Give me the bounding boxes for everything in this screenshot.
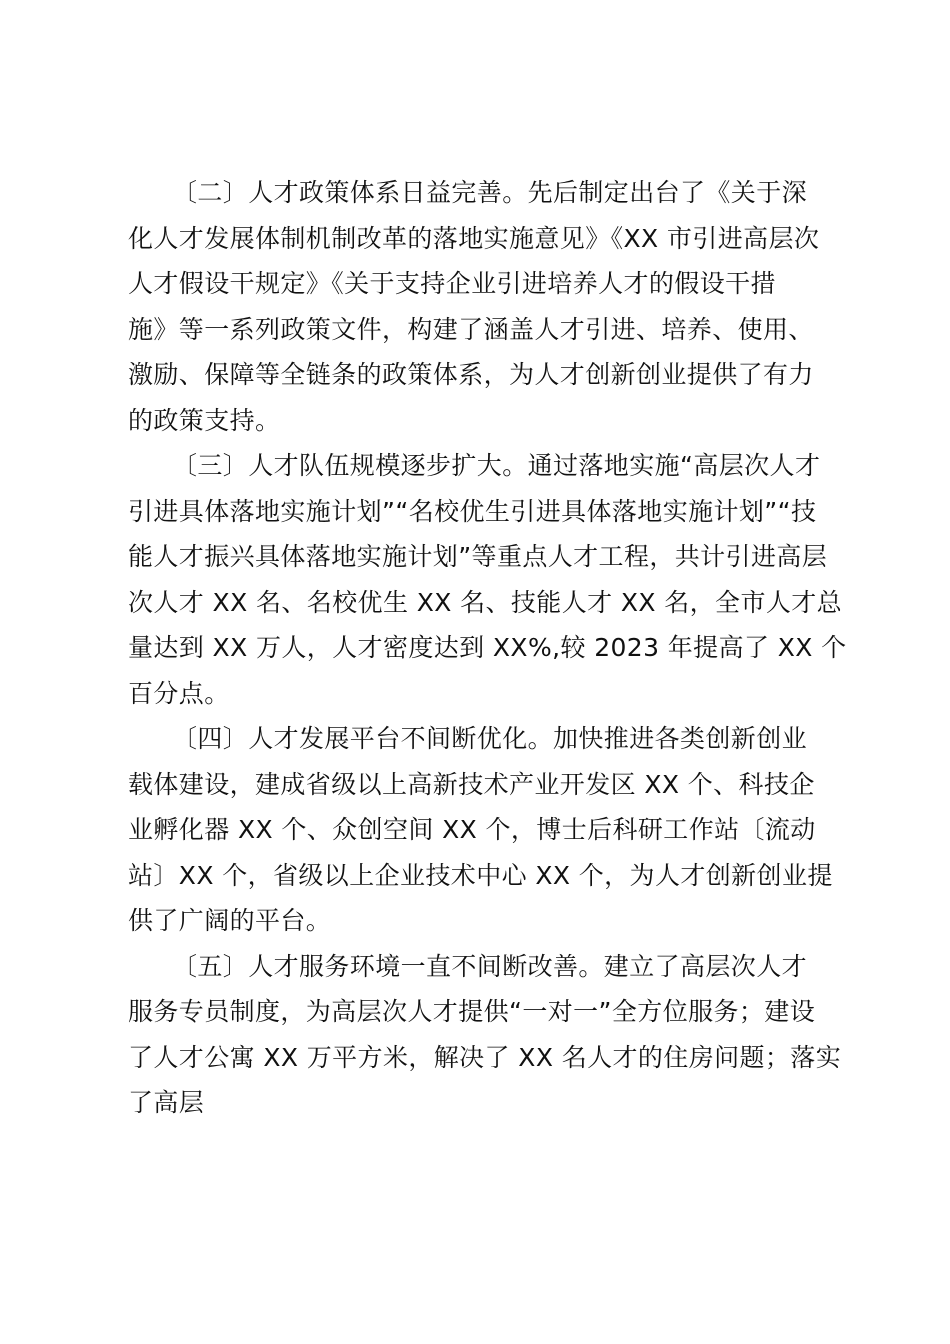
- text-line: 人才假设干规定》《关于支持企业引进培养人才的假设干措: [128, 269, 776, 298]
- text-line: 〔五〕人才服务环境一直不间断改善。建立了高层次人才: [172, 951, 808, 981]
- text-line: 服务专员制度，为高层次人才提供“一对一”全方位服务；建设: [128, 997, 816, 1026]
- paragraph-talent-service: [128, 944, 842, 1126]
- text-line: 〔四〕人才发展平台不间断优化。加快推进各类创新创业: [172, 724, 808, 753]
- text-line: 次人才 XX 名、名校优生 XX 名、技能人才 XX 名，全市人才总: [128, 587, 843, 617]
- text-line: 施》等一系列政策文件，构建了涵盖人才引进、培养、使用、: [128, 314, 814, 344]
- text-line: 了人才公寓 XX 万平方米，解决了 XX 名人才的住房问题；落实: [128, 1042, 842, 1072]
- text-line: 能人才振兴具体落地实施计划”等重点人才工程，共计引进高层: [128, 542, 828, 571]
- paragraph-talent-policy: [128, 170, 828, 443]
- text-line: 的政策支持。: [128, 405, 281, 435]
- text-line: 激励、保障等全链条的政策体系，为人才创新创业提供了有力: [128, 360, 814, 389]
- text-line: 量达到 XX 万人，人才密度达到 XX%,较 2023 年提高了 XX 个: [128, 633, 847, 662]
- text-line: 〔二〕人才政策体系日益完善。先后制定出台了《关于深: [172, 178, 808, 207]
- text-line: 〔三〕人才队伍规模逐步扩大。通过落地实施“高层次人才: [172, 451, 821, 480]
- text-line: 供了广阔的平台。: [128, 906, 332, 935]
- text-line: 了高层: [128, 1088, 205, 1117]
- text-line: 化人才发展体制机制改革的落地实施意见》《XX 市引进高层次: [128, 223, 820, 253]
- document-body: [128, 170, 847, 1126]
- text-line: 载体建设，建成省级以上高新技术产业开发区 XX 个、科技企: [128, 769, 815, 799]
- text-line: 站〕XX 个，省级以上企业技术中心 XX 个，为人才创新创业提: [128, 860, 833, 890]
- text-line: 业孵化器 XX 个、众创空间 XX 个，博士后科研工作站〔流动: [128, 815, 816, 844]
- text-line: 引进具体落地实施计划”“名校优生引进具体落地实施计划”“技: [128, 496, 817, 526]
- paragraph-talent-platform: [128, 716, 833, 944]
- text-line: 百分点。: [128, 678, 230, 708]
- paragraph-talent-team: [128, 443, 847, 716]
